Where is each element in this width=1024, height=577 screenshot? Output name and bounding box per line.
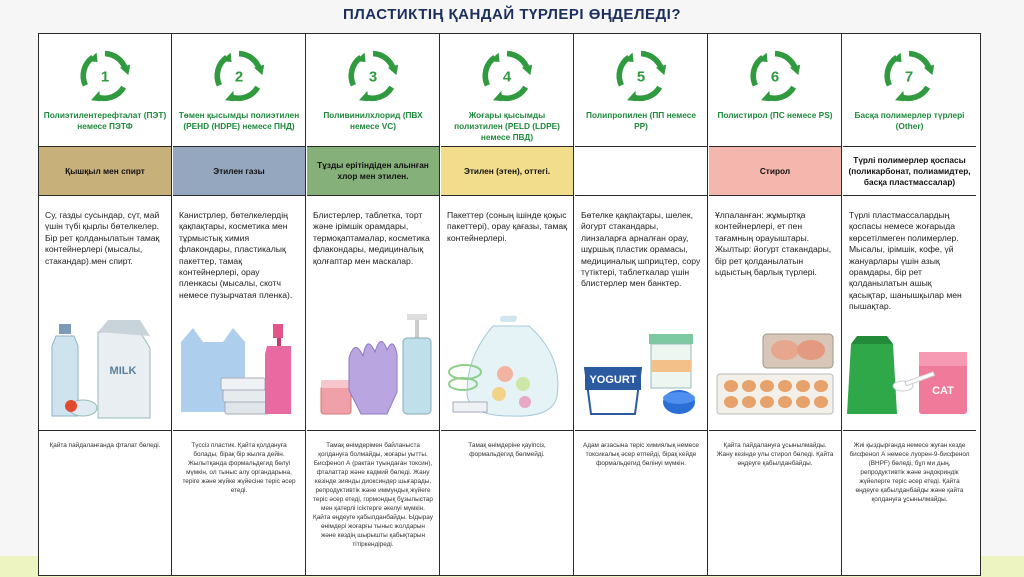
uses-cell xyxy=(441,196,573,431)
plastic-name: Полиэтилентерефталат (ПЭТ) немесе ПЭТФ xyxy=(43,110,167,131)
column-header xyxy=(709,34,841,147)
uses-text: Канистрлер, бөтелкелердің қақпақтары, косметика мен тұрмыстық химия флакондары, пластикалық пакеттер, тамақ контейнерлері, орау пленкасы (мысалы, скотч немесе пузырчатая пленка). xyxy=(179,210,293,300)
recycle-icon xyxy=(479,48,535,104)
note-text: Түссіз пластик. Қайта қолдануға болады, бірақ бір жылға дейін. Жылытқанда формальдегид бөлуі мүмкін, ол тыныс алу органдарына, теріге және жүйке жүйесіне теріс әсер етеді. xyxy=(182,442,296,494)
yogurt-jar-icon xyxy=(579,312,704,424)
emission-gas: Түрлі полимерлер қоспасы (поликарбонат, полиамидтер, басқа пластмассалар) xyxy=(843,147,976,196)
page-title: ПЛАСТИКТІҢ ҚАНДАЙ ТҮРЛЕРІ ӨҢДЕЛЕДІ? xyxy=(343,6,681,23)
column-4 xyxy=(441,34,574,575)
uses-cell xyxy=(307,196,439,431)
recycle-icon xyxy=(747,48,803,104)
plastic-code-number: 2 xyxy=(234,68,244,86)
emission-gas: Стирол xyxy=(709,147,841,196)
uses-text: Бөтелке қақпақтары, шелек, йогурт стакандары, линзаларға арналған орау, шұршық пластик орамасы, медициналық шприцтер, сору түтіктері, таблеткалар үшін блистерлер мен банктер. xyxy=(581,210,701,289)
svg-text:YOGURT: YOGURT xyxy=(589,374,637,386)
uses-cell xyxy=(843,196,976,431)
plastic-name: Төмен қысымды полиэтилен (PEHD (HDPE) немесе ПНД) xyxy=(178,110,300,131)
plastic-code-number: 4 xyxy=(502,68,512,86)
column-header xyxy=(441,34,573,147)
emission-gas xyxy=(575,147,707,196)
column-2 xyxy=(173,34,306,575)
uses-text: Су, газды сусындар, сүт, май үшін түбі қырлы бөтелкелер. Бір рет қолданылатын тамақ контейнерлері (мысалы, стакандар).мен спирт. xyxy=(45,210,160,266)
bag-containers-soap-icon xyxy=(177,312,302,424)
uses-text: Түрлі пластмассалардың қоспасы немесе жоғарыда көрсетілмеген полимерлер. Мысалы, ірімшік, кофе, үй жануарлары үшін азық орамдары, бір рет қолданылатын ашық қасықтар, шанышқылар мен пышақтар. xyxy=(849,210,962,312)
plastic-code-number: 6 xyxy=(770,68,780,86)
plastic-name: Жоғары қысымды полиэтилен (PELD (LDPE) немесе ПВД) xyxy=(454,110,560,142)
column-header xyxy=(843,34,976,147)
note-text: Қайта пайдалануға ұсынылмайды. Жану кезінде улы стирол бөледі. Қайта өңдеуге қабылданбайды. xyxy=(716,442,834,467)
plastic-code-number: 1 xyxy=(100,68,110,86)
emission-gas: Этилен (этен), оттегі. xyxy=(441,147,573,196)
plastic-code-number: 7 xyxy=(904,68,914,86)
uses-cell xyxy=(575,196,707,431)
column-header xyxy=(173,34,305,147)
plastic-code-number: 5 xyxy=(636,68,646,86)
snack-pack-spoon-icon xyxy=(847,312,972,424)
plastic-name: Полипропилен (ПП немесе PP) xyxy=(586,110,696,131)
plastic-name: Поливинилхлорид (ПВХ немесе VC) xyxy=(323,110,423,131)
note-text: Адам ағзасына теріс химиялық немесе токсикалық әсер етпейді, бірақ кейде формальдегид бөлінуі мүмкін. xyxy=(583,442,699,467)
recycle-icon xyxy=(211,48,267,104)
egg-tray-icon xyxy=(713,312,838,424)
column-6 xyxy=(709,34,842,575)
svg-text:MILK: MILK xyxy=(109,365,137,377)
column-header xyxy=(39,34,171,147)
svg-text:CAT: CAT xyxy=(932,385,954,397)
plastic-name: Полистирол (ПС немесе PS) xyxy=(717,110,833,120)
column-1 xyxy=(39,34,172,575)
column-7 xyxy=(843,34,976,575)
column-3 xyxy=(307,34,440,575)
note-text: Тамақ өнімдеріне қауіпсіз, формальдегид бөлмейді. xyxy=(468,442,546,458)
plastic-code-number: 3 xyxy=(368,68,378,86)
recycle-icon xyxy=(881,48,937,104)
uses-text: Ұлпаланған: жұмыртқа контейнерлері, ет пен тағамның орауыштары. Жылтыр: йогурт стакандары, бір рет қолданылатын ыдыстың барлық түрлері. xyxy=(715,210,832,278)
note-text: Жиі қыздырғанда немесе жуған кезде бисфенол А немесе луорен-9-бисфенол (BHPF) бөледі, бұл ми дың, репродуктивтік және эндокриндік жүйелерге теріс әсер етеді. Қайта өңдеуге қабылданбайды және қайта қолдануға ұсынылмайды. xyxy=(849,442,970,503)
emission-gas: Этилен газы xyxy=(173,147,305,196)
plastic-bag-icon xyxy=(445,312,570,424)
note-text: Тамақ өнімдерімен байланыста қолдануға болмайды, жоғары уытты. Бисфенол А (рактан туындаған токсин), фталаттар және кадмий бөледі. Жану кезінде зиянды диоксиндер шығарады, репродуктивтік және иммундық жүйеге теріс әсер етеді, гормондық бұзылыстар мен қатерлі ісіктерге әкелуі мүмкін. Қайта өңдеуге қабылданбайды. Ыдырау өнімдері жоғарғы тыныс жолдарын және көздің шырышты қабықтарын тітіркендіреді. xyxy=(313,442,433,548)
recycle-icon xyxy=(613,48,669,104)
bottle-milk-carton-icon xyxy=(43,312,168,424)
recycle-icon xyxy=(345,48,401,104)
uses-cell xyxy=(173,196,305,431)
column-header xyxy=(575,34,707,147)
uses-cell xyxy=(709,196,841,431)
plastic-types-table xyxy=(38,33,981,576)
column-5 xyxy=(575,34,708,575)
recycle-icon xyxy=(77,48,133,104)
uses-text: Блистерлер, таблетка, торт және ірімшік орамдары, термоқаптамалар, косметика флакондары, медициналық қолғаптар мен маскалар. xyxy=(313,210,430,266)
gloves-pump-bottle-icon xyxy=(311,312,436,424)
plastic-name: Басқа полимерлер түрлері (Other) xyxy=(854,110,965,131)
note-text: Қайта пайдаланғанда фталат бөледі. xyxy=(49,442,161,449)
emission-gas: Тұзды ерітіндіден алынған хлор мен этилен. xyxy=(307,147,439,196)
column-header xyxy=(307,34,439,147)
uses-text: Пакеттер (соның ішінде қоқыс пакеттері), орау қағазы, тамақ контейнерлері. xyxy=(447,210,567,243)
uses-cell xyxy=(39,196,171,431)
emission-gas: Қышқыл мен спирт xyxy=(39,147,171,196)
